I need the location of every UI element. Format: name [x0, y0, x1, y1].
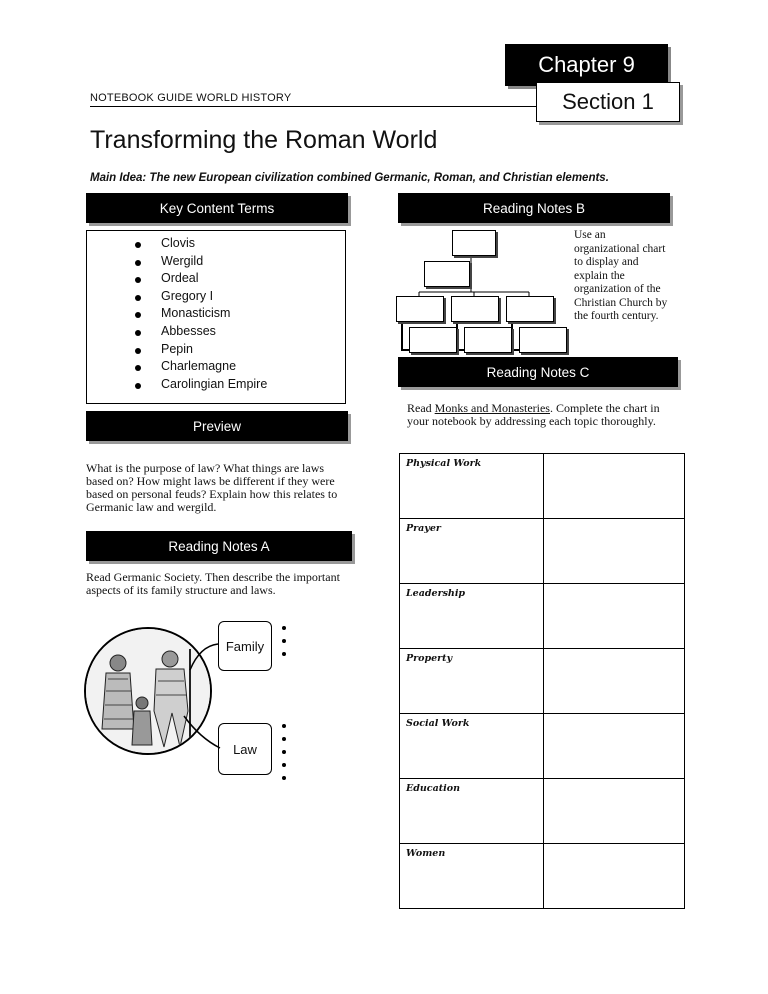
key-term-item: Carolingian Empire	[161, 376, 345, 394]
topic-answer-cell[interactable]	[544, 519, 685, 584]
section-label: Section 1	[536, 82, 680, 122]
law-bullets	[282, 724, 286, 789]
org-box-level3	[451, 296, 499, 322]
topic-label: Women	[400, 844, 544, 909]
org-box-level3	[506, 296, 554, 322]
organizational-chart	[392, 228, 572, 354]
key-term-item: Ordeal	[161, 270, 345, 288]
table-row	[400, 779, 685, 844]
reading-notes-c-topic: Monks and Monasteries	[434, 401, 550, 415]
table-row	[400, 454, 685, 519]
preview-heading: Preview	[86, 411, 348, 441]
org-box-level4	[464, 327, 512, 353]
table-row	[400, 844, 685, 909]
preview-text: What is the purpose of law? What things are laws based on? How might laws be different if they were based on personal feuds? Explain how this relates to Germanic law and wergild.	[86, 461, 338, 514]
law-box: Law	[218, 723, 272, 775]
table-row	[400, 714, 685, 779]
key-term-item: Charlemagne	[161, 358, 345, 376]
chapter-label: Chapter 9	[505, 44, 668, 86]
key-terms-heading: Key Content Terms	[86, 193, 348, 223]
monks-chart-table	[399, 453, 685, 909]
key-term-item: Abbesses	[161, 323, 345, 341]
notebook-guide-label: NOTEBOOK GUIDE WORLD HISTORY	[90, 92, 292, 104]
key-term-item: Wergild	[161, 253, 345, 271]
family-connector	[170, 640, 220, 690]
table-row	[400, 519, 685, 584]
family-bullets	[282, 626, 286, 665]
key-terms-list	[87, 231, 345, 393]
key-term-item: Pepin	[161, 341, 345, 359]
org-box-top	[452, 230, 496, 256]
law-connector	[180, 712, 224, 752]
family-box: Family	[218, 621, 272, 671]
reading-notes-c-heading: Reading Notes C	[398, 357, 678, 387]
topic-label: Education	[400, 779, 544, 844]
reading-notes-c-prefix: Read	[407, 401, 435, 415]
topic-label: Prayer	[400, 519, 544, 584]
topic-answer-cell[interactable]	[544, 779, 685, 844]
main-idea: Main Idea: The new European civilization combined Germanic, Roman, and Christian elements.	[90, 172, 609, 184]
key-term-item: Clovis	[161, 235, 345, 253]
org-box-level3	[396, 296, 444, 322]
reading-notes-b-text: Use an organizational chart to display and explain the organization of the Christian Church by the fourth century.	[574, 229, 668, 322]
topic-answer-cell[interactable]	[544, 649, 685, 714]
org-box-second	[424, 261, 470, 287]
reading-notes-c-text	[407, 402, 673, 428]
table-row	[400, 584, 685, 649]
topic-label: Physical Work	[400, 454, 544, 519]
topic-answer-cell[interactable]	[544, 844, 685, 909]
topic-answer-cell[interactable]	[544, 584, 685, 649]
topic-answer-cell[interactable]	[544, 454, 685, 519]
header-rule	[90, 106, 536, 107]
org-box-level4	[519, 327, 567, 353]
topic-label: Property	[400, 649, 544, 714]
reading-notes-c-suffix: . Complete the chart in your notebook by addressing each topic thoroughly.	[407, 401, 660, 428]
reading-notes-a-heading: Reading Notes A	[86, 531, 352, 561]
key-term-item: Gregory I	[161, 288, 345, 306]
key-term-item: Monasticism	[161, 305, 345, 323]
reading-notes-b-heading: Reading Notes B	[398, 193, 670, 223]
page-title: Transforming the Roman World	[90, 126, 438, 154]
org-box-level4	[409, 327, 457, 353]
key-terms-box	[86, 230, 346, 404]
table-row	[400, 649, 685, 714]
topic-answer-cell[interactable]	[544, 714, 685, 779]
topic-label: Social Work	[400, 714, 544, 779]
topic-label: Leadership	[400, 584, 544, 649]
reading-notes-a-text: Read Germanic Society. Then describe the important aspects of its family structure and laws.	[86, 570, 340, 597]
